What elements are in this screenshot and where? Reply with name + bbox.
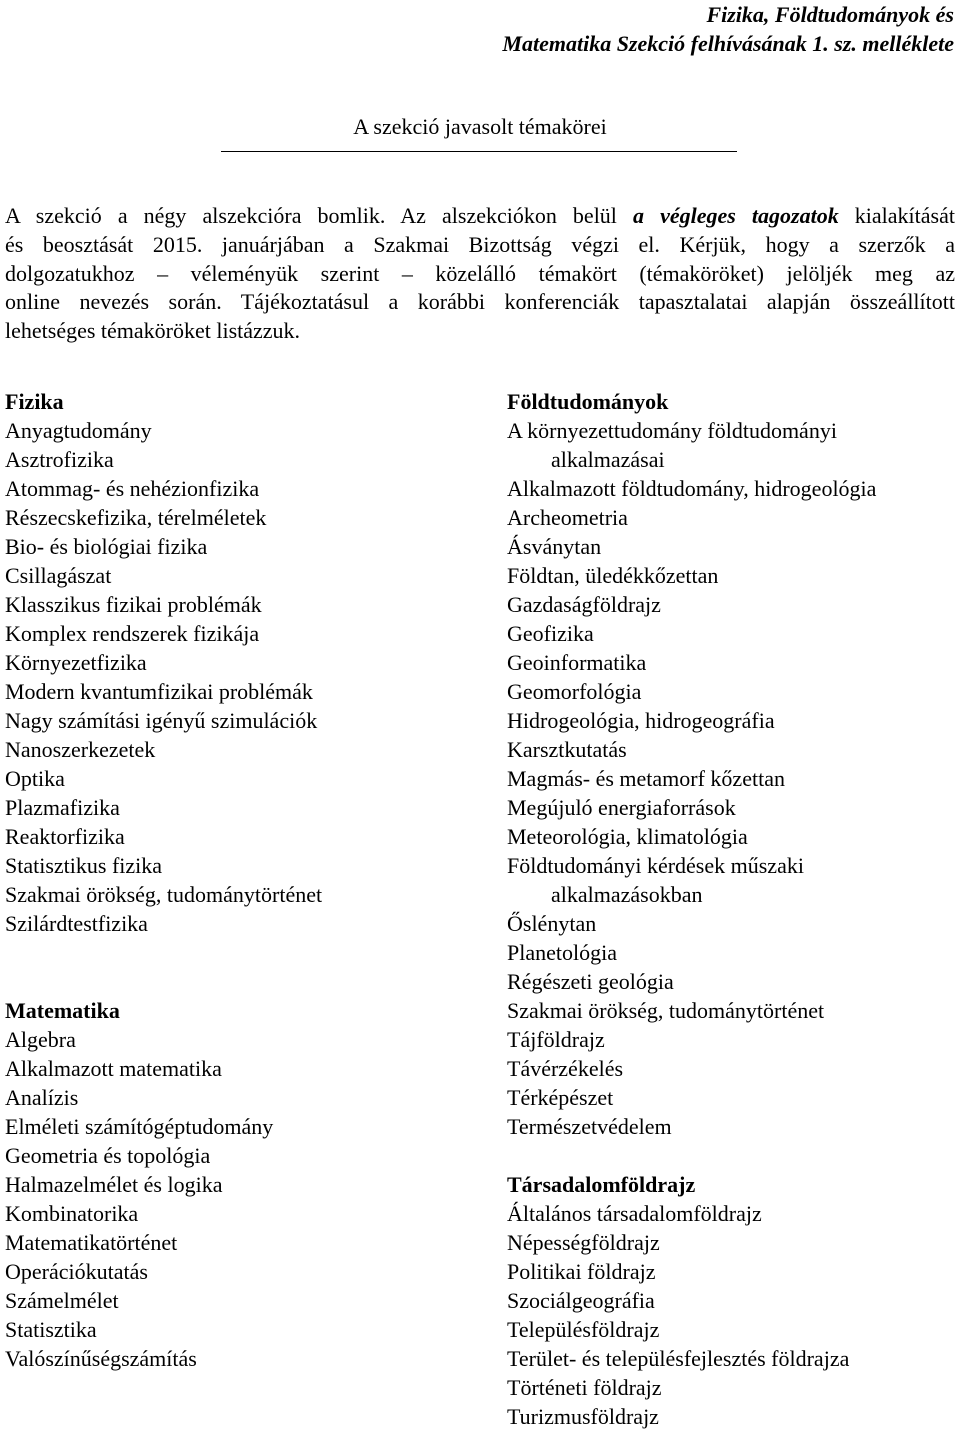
list-item: Megújuló energiaforrások <box>507 795 736 820</box>
fizika-section <box>5 387 322 938</box>
list-item: Klasszikus fizikai problémák <box>5 592 262 617</box>
list-item: Modern kvantumfizikai problémák <box>5 679 313 704</box>
title-rule <box>221 151 737 152</box>
matematika-section <box>5 996 273 1373</box>
list-item: Komplex rendszerek fizikája <box>5 621 260 646</box>
list-item: Archeometria <box>507 505 628 530</box>
list-item: Ásványtan <box>507 534 602 559</box>
list-item: Elméleti számítógéptudomány <box>5 1114 274 1139</box>
list-item: Történeti földrajz <box>507 1375 662 1400</box>
list-item: Számelmélet <box>5 1288 119 1313</box>
list-item: Reaktorfizika <box>5 824 125 849</box>
list-item: Magmás- és metamorf kőzettan <box>507 766 785 791</box>
list-item: Matematikatörténet <box>5 1230 178 1255</box>
list-item: Asztrofizika <box>5 447 114 472</box>
list-item: Statisztikus fizika <box>5 853 163 878</box>
list-item: Algebra <box>5 1027 76 1052</box>
foldtudomanyok-section <box>507 387 876 1141</box>
intro-emphasis: a végleges tagozatok <box>633 203 839 228</box>
list-item: Földtudományi kérdések műszaki <box>507 853 804 878</box>
list-item: Tájföldrajz <box>507 1027 605 1052</box>
list-item: Környezetfizika <box>5 650 147 675</box>
list-item: Alkalmazott földtudomány, hidrogeológia <box>507 476 877 501</box>
list-item: A környezettudomány földtudományi <box>507 418 837 443</box>
tarsadalomfoldrajz-section <box>507 1170 849 1431</box>
intro-line-5: lehetséges témaköröket listázzuk. <box>5 318 301 344</box>
list-item: Operációkutatás <box>5 1259 148 1284</box>
list-item: Geomorfológia <box>507 679 642 704</box>
list-item: Nanoszerkezetek <box>5 737 156 762</box>
list-item: Plazmafizika <box>5 795 120 820</box>
list-item: Valószínűségszámítás <box>5 1346 197 1371</box>
list-item: Kombinatorika <box>5 1201 139 1226</box>
list-item: Szakmai örökség, tudománytörténet <box>5 882 323 907</box>
list-item: Csillagászat <box>5 563 112 588</box>
section-heading: Fizika <box>5 389 64 414</box>
section-heading: Földtudományok <box>507 389 669 414</box>
intro-line-4: online nevezés során. Tájékoztatásul a korábbi konferenciák tapasztalatai alapján összeállított <box>5 289 955 315</box>
intro-text: kialakítását <box>838 203 955 228</box>
list-item: Részecskefizika, térelméletek <box>5 505 267 530</box>
list-item: Planetológia <box>507 940 617 965</box>
list-item: Hidrogeológia, hidrogeográfia <box>507 708 775 733</box>
list-item: Szociálgeográfia <box>507 1288 655 1313</box>
list-item: Karsztkutatás <box>507 737 627 762</box>
page-title: A szekció javasolt témakörei <box>353 114 607 139</box>
list-item: Szakmai örökség, tudománytörténet <box>507 998 825 1023</box>
list-item: Távérzékelés <box>507 1056 624 1081</box>
list-item: Meteorológia, klimatológia <box>507 824 748 849</box>
list-item: Bio- és biológiai fizika <box>5 534 208 559</box>
list-item: Régészeti geológia <box>507 969 674 994</box>
list-item: Politikai földrajz <box>507 1259 656 1284</box>
annex-header <box>254 0 954 58</box>
list-item-continuation: alkalmazásai <box>551 447 665 472</box>
list-item: Anyagtudomány <box>5 418 152 443</box>
list-item: Gazdaságföldrajz <box>507 592 661 617</box>
list-item: Geometria és topológia <box>5 1143 211 1168</box>
section-heading: Matematika <box>5 998 120 1023</box>
list-item: Atommag- és nehézionfizika <box>5 476 260 501</box>
list-item: Nagy számítási igényű szimulációk <box>5 708 318 733</box>
intro-line-1 <box>5 202 955 231</box>
list-item: Halmazelmélet és logika <box>5 1172 223 1197</box>
list-item: Földtan, üledékkőzettan <box>507 563 719 588</box>
list-item: Térképészet <box>507 1085 614 1110</box>
list-item-continuation: alkalmazásokban <box>551 882 703 907</box>
intro-line-2: és beosztását 2015. januárjában a Szakmai Bizottság végzi el. Kérjük, hogy a szerzők a <box>5 231 955 257</box>
list-item: Szilárdtestfizika <box>5 911 148 936</box>
list-item: Turizmusföldrajz <box>507 1404 659 1429</box>
list-item: Geofizika <box>507 621 594 646</box>
annex-header-line-1: Fizika, Földtudományok és <box>706 2 954 27</box>
list-item: Optika <box>5 766 65 791</box>
intro-text: A szekció a négy alszekcióra bomlik. Az alszekciókon belül <box>5 203 634 228</box>
intro-line-3: dolgozatukhoz – véleményük szerint – közelálló témakört (témaköröket) jelöljék meg az <box>5 260 955 286</box>
list-item: Településföldrajz <box>507 1317 660 1342</box>
list-item: Terület- és településfejlesztés földrajza <box>507 1346 850 1371</box>
annex-header-line-2: Matematika Szekció felhívásának 1. sz. melléklete <box>502 31 954 56</box>
list-item: Analízis <box>5 1085 79 1110</box>
list-item: Népességföldrajz <box>507 1230 660 1255</box>
section-heading: Társadalomföldrajz <box>507 1172 696 1197</box>
list-item: Statisztika <box>5 1317 97 1342</box>
intro-paragraph <box>5 202 955 346</box>
list-item: Természetvédelem <box>507 1114 672 1139</box>
list-item: Alkalmazott matematika <box>5 1056 222 1081</box>
list-item: Őslénytan <box>507 911 597 936</box>
list-item: Általános társadalomföldrajz <box>507 1201 762 1226</box>
list-item: Geoinformatika <box>507 650 647 675</box>
